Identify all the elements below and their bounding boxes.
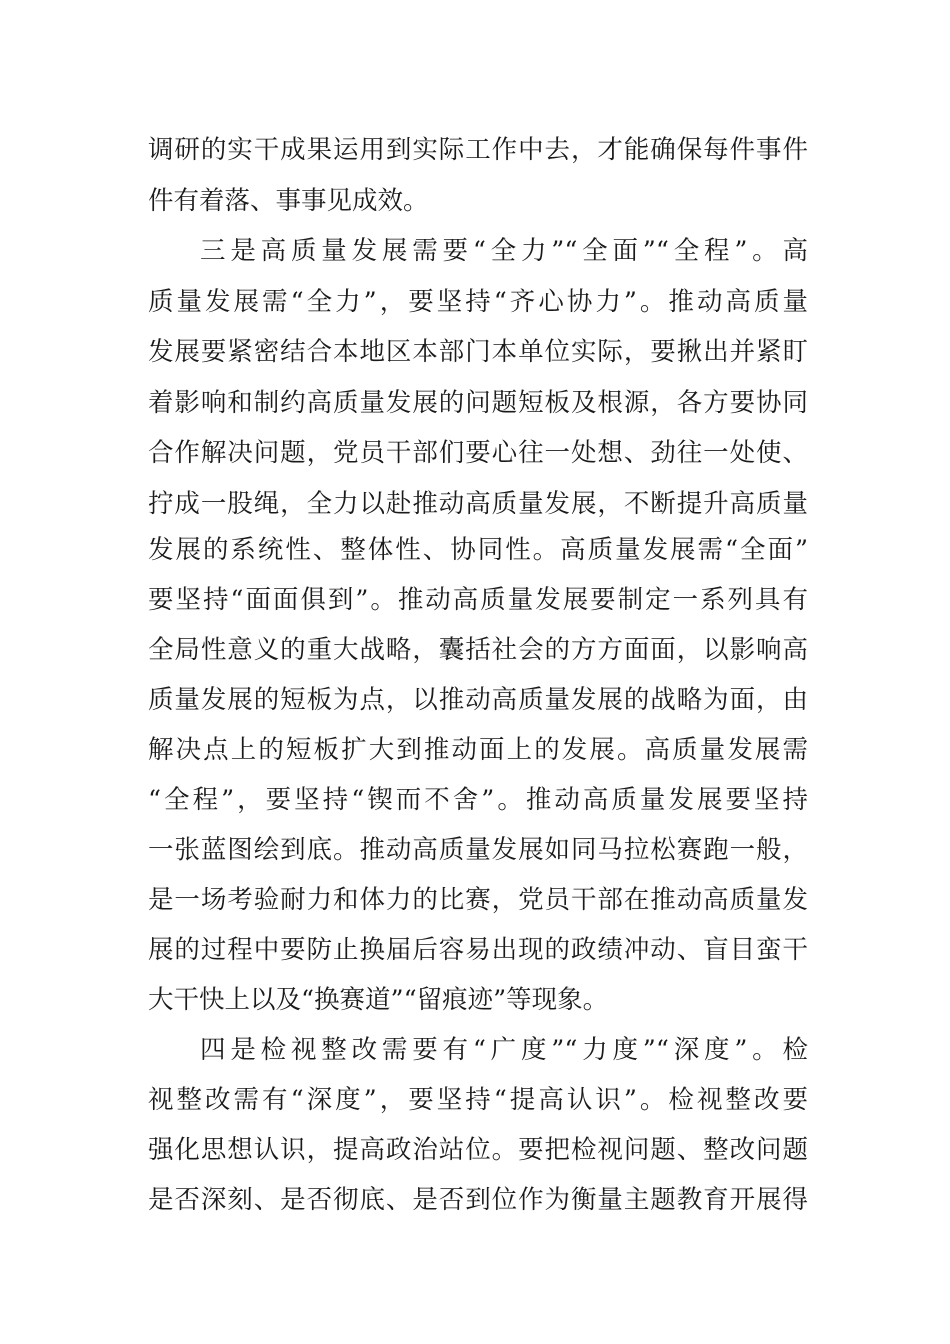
text-line-21: 强化思想认识，提高政治站位。要把检视问题、整改问题 bbox=[148, 1135, 808, 1165]
text-line-15: 一张蓝图绘到底。推动高质量发展如同马拉松赛跑一般， bbox=[148, 835, 808, 865]
text-line-6: 着影响和制约高质量发展的问题短板及根源，各方要协同 bbox=[148, 388, 808, 418]
text-line-14: “全程”，要坚持“锲而不舍”。推动高质量发展要坚持 bbox=[148, 785, 808, 815]
paragraph-4-first-line: 四是检视整改需要有“广度”“力度”“深度”。检 bbox=[200, 1035, 808, 1065]
text-line-13: 解决点上的短板扩大到推动面上的发展。高质量发展需 bbox=[148, 735, 808, 765]
text-line-9: 发展的系统性、整体性、协同性。高质量发展需“全面” bbox=[148, 535, 808, 565]
text-line-16: 是一场考验耐力和体力的比赛，党员干部在推动高质量发 bbox=[148, 885, 808, 915]
paragraph-3-first-line: 三是高质量发展需要“全力”“全面”“全程”。高 bbox=[200, 236, 808, 266]
text-line-2: 件有着落、事事见成效。 bbox=[148, 186, 429, 216]
text-line-12: 质量发展的短板为点，以推动高质量发展的战略为面，由 bbox=[148, 685, 808, 715]
text-line-8: 拧成一股绳，全力以赴推动高质量发展，不断提升高质量 bbox=[148, 489, 808, 519]
text-line-10: 要坚持“面面俱到”。推动高质量发展要制定一系列具有 bbox=[148, 585, 808, 615]
text-line-17: 展的过程中要防止换届后容易出现的政绩冲动、盲目蛮干 bbox=[148, 935, 808, 965]
text-line-1: 调研的实干成果运用到实际工作中去，才能确保每件事件 bbox=[148, 135, 808, 165]
text-line-11: 全局性意义的重大战略，囊括社会的方方面面，以影响高 bbox=[148, 635, 808, 665]
text-line-22: 是否深刻、是否彻底、是否到位作为衡量主题教育开展得 bbox=[148, 1185, 808, 1215]
text-line-18: 大干快上以及“换赛道”“留痕迹”等现象。 bbox=[148, 985, 609, 1015]
text-line-7: 合作解决问题，党员干部们要心往一处想、劲往一处使、 bbox=[148, 438, 808, 468]
text-line-4: 质量发展需“全力”，要坚持“齐心协力”。推动高质量 bbox=[148, 287, 808, 317]
text-line-20: 视整改需有“深度”，要坚持“提高认识”。检视整改要 bbox=[148, 1085, 808, 1115]
text-line-5: 发展要紧密结合本地区本部门本单位实际，要揪出并紧盯 bbox=[148, 337, 808, 367]
